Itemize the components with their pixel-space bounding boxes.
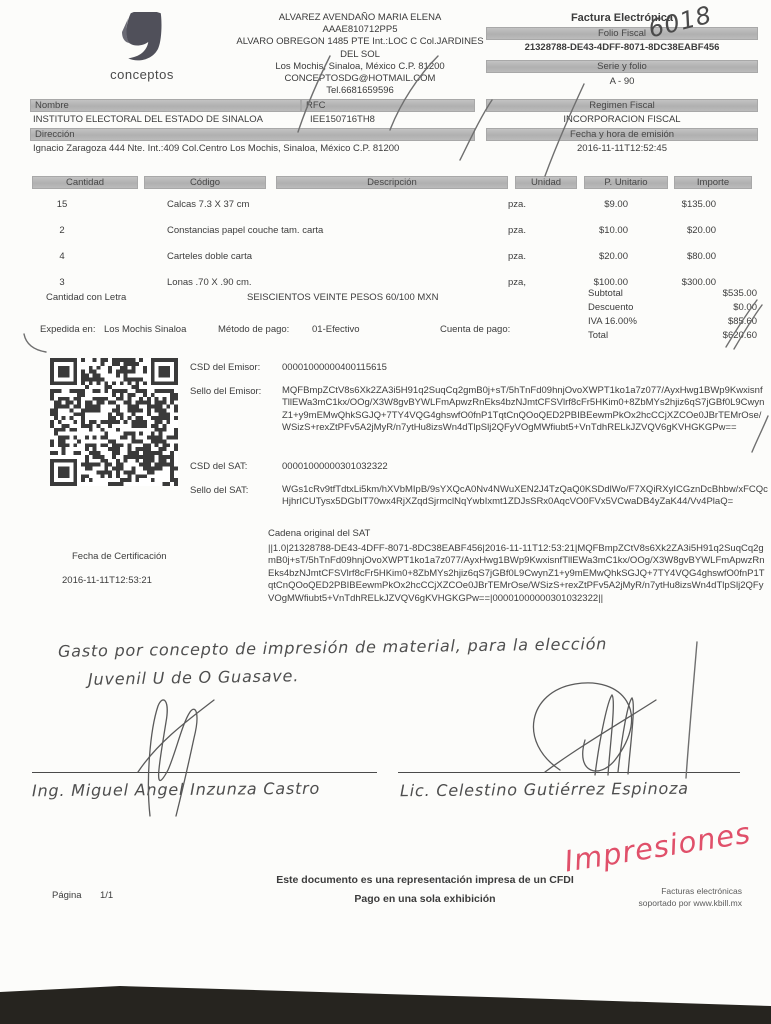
scan-edge-artifact xyxy=(0,986,771,1024)
pagina-value: 1/1 xyxy=(100,890,114,901)
invoice-title: Factura Electrónica xyxy=(570,12,674,24)
emitter-name: ALVAREZ AVENDAÑO MARIA ELENA xyxy=(278,12,442,23)
cadena-original-value: ||1.0|21328788-DE43-4DFF-8071-8DC38EABF456|2016-11-11T12:53:21|MQFBmpZCtV8s6Xk2ZA3i5H91q2SuqCq2gmB0j+sT/5hTnFd09hnjOvoXWPT1ko1a7z077/AyxHwg1BWp9KwxisnfTllEWa3mC1kx/OOg/X3W8gvBYWLFmApwzRnEks4bzNJmtCFSVlrf8cFr5HKim0+8ZbMYs2hjiz6qS7jGBf0L9CwynZ1+y9mEMwQhkSGJQ+7TY4VQG4ghswfO0fnP1TqtCnQOoQED2PBIBEewmPkOx2hcCCjXZCOe0JBrTEMrOse/WSizS+rexZtPFv5A2jMyR/n7ytHu8izsWn4dTlpSlj2QFyVOgMWfiubt5+VnTdhRELkJZVQV6gKVHGKGPw==|00001000000301032322|| xyxy=(268,543,765,604)
total-value: $620.60 xyxy=(722,330,757,341)
signature-scribble-right xyxy=(595,695,613,775)
item-cantidad: 3 xyxy=(59,277,65,288)
sello-sat-value: WGs1cRv9tfTdtxLi5km/hXVbMIpB/9sYXQcA0Nv4NWuXEN2J4TzQaQ0KSDdlWo/F7XQiRXyICGznDcBhbw/xFCQcHjhrICUTysx5DGbIT70wx4RjXZqdSjrmclNqYwbIxmt1ZDJsSRx0AqcVO0FVx5VCwaDB4yZaK44/Vv4PlaQ= xyxy=(282,484,768,508)
handwritten-note-line2: Juvenil U de O Guasave. xyxy=(87,666,300,689)
handwritten-note-line1: Gasto por concepto de impresión de material, para la elección xyxy=(57,634,608,661)
footer-line1: Este documento es una representación impresa de un CFDI xyxy=(276,874,574,886)
item-descripcion: Calcas 7.3 X 37 cm xyxy=(167,199,250,210)
col-header-unidad: Unidad xyxy=(515,176,577,189)
item-cantidad: 15 xyxy=(56,199,68,210)
col-header-descripcion: Descripción xyxy=(276,176,508,189)
signature-scribble-right xyxy=(533,683,631,771)
qr-code xyxy=(50,358,178,486)
logo-text: conceptos xyxy=(110,67,174,82)
fecha-certificacion-value: 2016-11-11T12:53:21 xyxy=(62,575,152,586)
emitter-email: CONCEPTOSDG@HOTMAIL.COM xyxy=(284,73,436,85)
emitter-address-1: ALVARO OBREGON 1485 PTE Int.:LOC C Col.JARDINES xyxy=(236,36,484,48)
iva-label: IVA 16.00% xyxy=(588,316,637,327)
metodo-pago-value: 01-Efectivo xyxy=(312,324,360,335)
footer-line2: Pago en una sola exhibición xyxy=(354,893,496,905)
item-punitario: $9.00 xyxy=(604,199,628,210)
emitter-rfc: AAAE810712PP5 xyxy=(322,24,398,36)
signature-scribble-right xyxy=(618,698,633,774)
cantidad-letra-label: Cantidad con Letra xyxy=(46,292,127,303)
csd-sat-label: CSD del SAT: xyxy=(190,461,248,472)
csd-sat-value: 00001000000301032322 xyxy=(282,461,388,472)
provider-line1: Facturas electrónicas xyxy=(661,886,742,896)
pen-check-mark xyxy=(24,334,46,352)
expedida-value: Los Mochis Sinaloa xyxy=(104,324,187,335)
signature-scribble-right xyxy=(545,700,656,772)
item-punitario: $20.00 xyxy=(598,251,628,262)
col-header-codigo: Código xyxy=(144,176,266,189)
cuenta-pago-label: Cuenta de pago: xyxy=(440,324,511,335)
item-cantidad: 2 xyxy=(59,225,65,236)
item-unidad: pza. xyxy=(508,225,526,236)
folio-fiscal-label: Folio Fiscal xyxy=(486,27,758,40)
metodo-pago-label: Método de pago: xyxy=(218,324,290,335)
fecha-emision-value: 2016-11-11T12:52:45 xyxy=(577,143,667,154)
emitter-phone: Tel.6681659596 xyxy=(326,85,394,97)
regimen-fiscal-label: Regimen Fiscal xyxy=(486,99,758,112)
item-importe: $135.00 xyxy=(681,199,716,210)
item-punitario: $10.00 xyxy=(598,225,628,236)
col-header-punitario: P. Unitario xyxy=(584,176,668,189)
item-importe: $20.00 xyxy=(686,225,716,236)
nombre-value: INSTITUTO ELECTORAL DEL ESTADO DE SINALOA xyxy=(33,114,263,125)
signature-name-left: Ing. Miguel Angel Inzunza Castro xyxy=(31,778,321,801)
serie-folio-label: Serie y folio xyxy=(486,60,758,73)
iva-value: $85.60 xyxy=(727,316,757,327)
item-unidad: pza, xyxy=(508,277,526,288)
item-importe: $80.00 xyxy=(686,251,716,262)
item-unidad: pza. xyxy=(508,199,526,210)
regimen-fiscal-value: INCORPORACION FISCAL xyxy=(563,114,681,125)
item-unidad: pza. xyxy=(508,251,526,262)
red-stamp: Impresiones xyxy=(562,815,754,879)
item-descripcion: Lonas .70 X .90 cm. xyxy=(167,277,252,288)
serie-folio-value: A - 90 xyxy=(609,76,635,87)
nombre-label: Nombre xyxy=(30,99,301,112)
csd-emisor-label: CSD del Emisor: xyxy=(190,362,261,373)
signature-line-left xyxy=(32,772,377,773)
folio-fiscal-value: 21328788-DE43-4DFF-8071-8DC38EABF456 xyxy=(524,42,720,53)
col-header-cantidad: Cantidad xyxy=(32,176,138,189)
emitter-city: Los Mochis, Sinaloa, México C.P. 81200 xyxy=(275,60,445,72)
item-cantidad: 4 xyxy=(59,251,65,262)
item-descripcion: Constancias papel couche tam. carta xyxy=(167,225,324,236)
direccion-label: Dirección xyxy=(30,128,475,141)
signature-name-right: Lic. Celestino Gutiérrez Espinoza xyxy=(399,778,689,801)
subtotal-label: Subtotal xyxy=(588,288,623,299)
item-importe: $300.00 xyxy=(681,277,716,288)
pagina-label: Página xyxy=(52,890,82,901)
cantidad-letra-value: SEISCIENTOS VEINTE PESOS 60/100 MXN xyxy=(247,292,439,303)
signature-scribble-left xyxy=(138,700,214,772)
item-punitario: $100.00 xyxy=(593,277,628,288)
col-header-importe: Importe xyxy=(674,176,752,189)
subtotal-value: $535.00 xyxy=(722,288,757,299)
expedida-label: Expedida en: xyxy=(40,324,96,335)
handwritten-folio-number: 6018 xyxy=(645,0,715,44)
provider-line2: soportado por www.kbill.mx xyxy=(638,898,742,908)
total-label: Total xyxy=(588,330,609,341)
rfc-label: RFC xyxy=(301,99,475,112)
fecha-emision-label: Fecha y hora de emisión xyxy=(486,128,758,141)
item-descripcion: Carteles doble carta xyxy=(167,251,253,262)
descuento-label: Descuento xyxy=(588,302,634,313)
sello-emisor-value: MQFBmpZCtV8s6Xk2ZA3i5H91q2SuqCq2gmB0j+sT/5hTnFd09hnjOvoXWPT1ko1a7z077/AyxHwg1BWp9KwxisnfTllEWa3mC1kx/OOg/X3W8gvBYWLFmApwzRnEks4bzNJmtCFSVlrf8cFr5HKim0+8ZbMYs2hjiz6qS7jGBf0L9CwynZ1+y9mEMwQhkSGJQ+7TY4VQG4ghswfO0fnP1TqtCnQOoQED2PBIBEewmPkOx2hcCCjXZCOe0JBrTEMrOse/WSizS+rexZtPFv5A2jMyR/n7ytHu8izsWn4dTlpSlj2QFyVOgMWfiubt5+VnTdhRELkJZVQV6gKVHGKGPw== xyxy=(282,385,765,434)
direccion-value: Ignacio Zaragoza 444 Nte. Int.:409 Col.Centro Los Mochis, Sinaloa, México C.P. 81200 xyxy=(33,143,400,154)
signature-line-right xyxy=(398,772,740,773)
fecha-certificacion-label: Fecha de Certificación xyxy=(72,551,167,562)
csd-emisor-value: 00001000000400115615 xyxy=(282,362,387,373)
pen-stroke xyxy=(686,642,697,778)
cadena-original-label: Cadena original del SAT xyxy=(268,528,371,539)
sello-sat-label: Sello del SAT: xyxy=(190,485,249,496)
emitter-address-2: DEL SOL xyxy=(340,48,380,60)
sello-emisor-label: Sello del Emisor: xyxy=(190,386,262,397)
conceptos-logo-icon xyxy=(114,12,170,62)
rfc-value: IEE150716TH8 xyxy=(310,114,375,125)
descuento-value: $0.00 xyxy=(733,302,757,313)
